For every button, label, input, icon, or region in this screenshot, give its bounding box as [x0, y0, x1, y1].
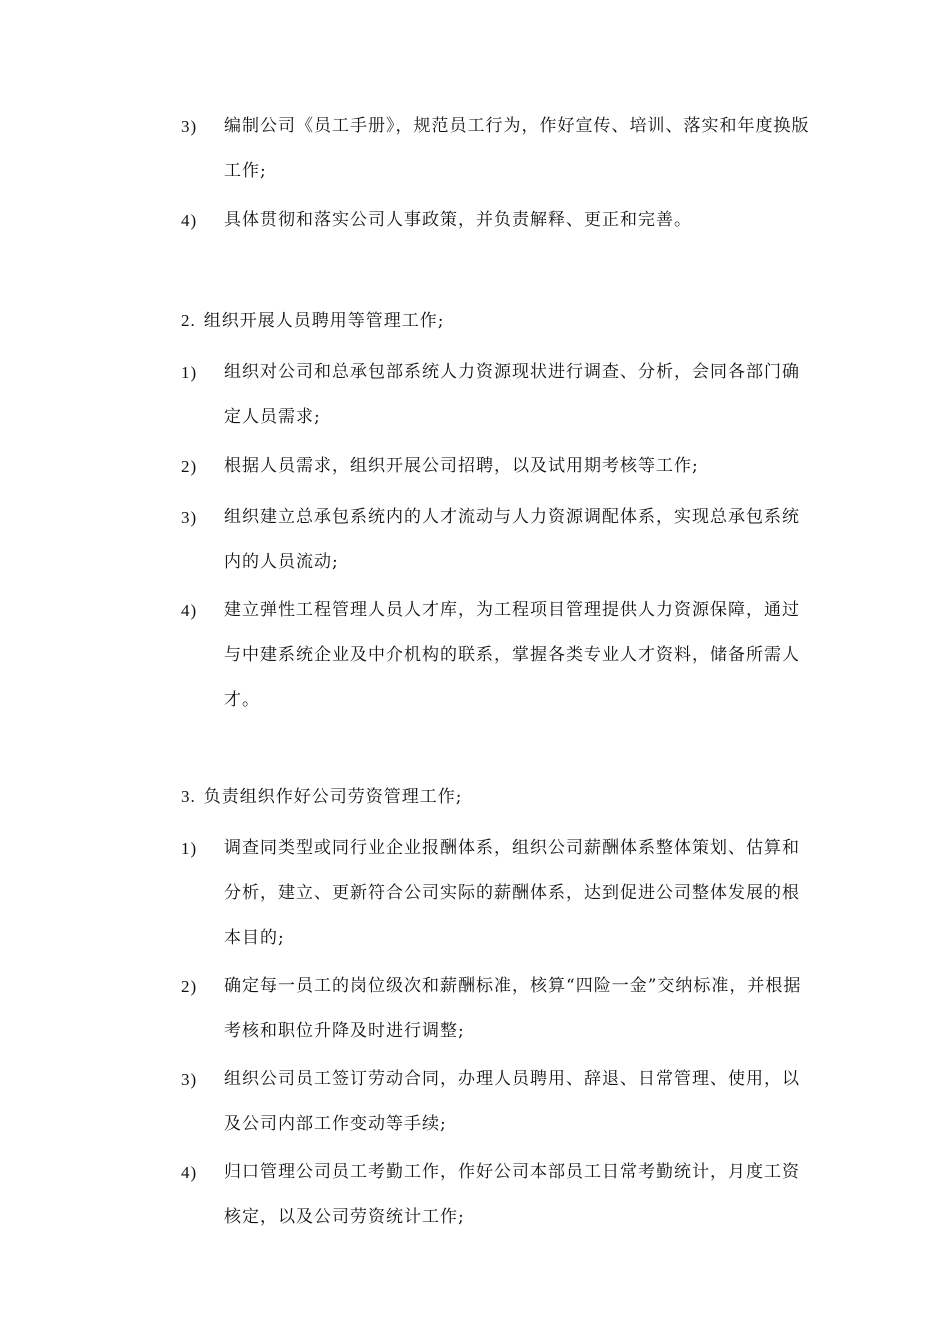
list-item: [181, 444, 821, 489]
list-item: [181, 104, 821, 194]
item-text: 调查同类型或同行业企业报酬体系，组织公司薪酬体系整体策划、估算和分析，建立、更新符合公司实际的薪酬体系，达到促进公司整体发展的根本目的;: [224, 838, 800, 948]
item-number: 2): [181, 457, 198, 476]
list-item: [181, 964, 821, 1054]
item-text: 组织对公司和总承包部系统人力资源现状进行调查、分析，会同各部门确定人员需求;: [224, 362, 800, 427]
item-number: 3): [181, 117, 198, 136]
item-text: 归口管理公司员工考勤工作，作好公司本部员工日常考勤统计，月度工资核定，以及公司劳资统计工作;: [224, 1162, 800, 1227]
item-text: 根据人员需求，组织开展公司招聘，以及试用期考核等工作;: [224, 456, 699, 476]
item-number: 3): [181, 508, 198, 527]
section-number: 2.: [181, 311, 196, 330]
item-text: 组织公司员工签订劳动合同，办理人员聘用、辞退、日常管理、使用，以及公司内部工作变动等手续;: [224, 1069, 800, 1134]
item-text: 组织建立总承包系统内的人才流动与人力资源调配体系，实现总承包系统内的人员流动;: [224, 507, 800, 572]
list-item: [181, 588, 821, 723]
list-item: [181, 350, 821, 440]
item-text: 编制公司《员工手册》，规范员工行为，作好宣传、培训、落实和年度换版工作;: [224, 116, 810, 181]
list-item: [181, 1057, 821, 1147]
section-heading: [181, 298, 821, 344]
section-number: 3.: [181, 787, 196, 806]
list-item: [181, 198, 821, 243]
item-text: 具体贯彻和落实公司人事政策，并负责解释、更正和完善。: [224, 210, 692, 230]
item-number: 4): [181, 601, 198, 620]
item-number: 3): [181, 1070, 198, 1089]
item-text: 建立弹性工程管理人员人才库，为工程项目管理提供人力资源保障，通过与中建系统企业及中介机构的联系，掌握各类专业人才资料，储备所需人才。: [224, 600, 800, 710]
item-number: 4): [181, 1163, 198, 1182]
section-heading: [181, 774, 821, 820]
item-number: 2): [181, 977, 198, 996]
list-item: [181, 826, 821, 961]
list-item: [181, 495, 821, 585]
item-text: 确定每一员工的岗位级次和薪酬标准，核算“四险一金”交纳标准，并根据考核和职位升降及时进行调整;: [224, 976, 802, 1041]
list-item: [181, 1150, 821, 1240]
item-number: 1): [181, 839, 198, 858]
item-number: 4): [181, 211, 198, 230]
section-title: 负责组织作好公司劳资管理工作;: [203, 787, 463, 807]
item-number: 1): [181, 363, 198, 382]
section-title: 组织开展人员聘用等管理工作;: [203, 311, 445, 331]
